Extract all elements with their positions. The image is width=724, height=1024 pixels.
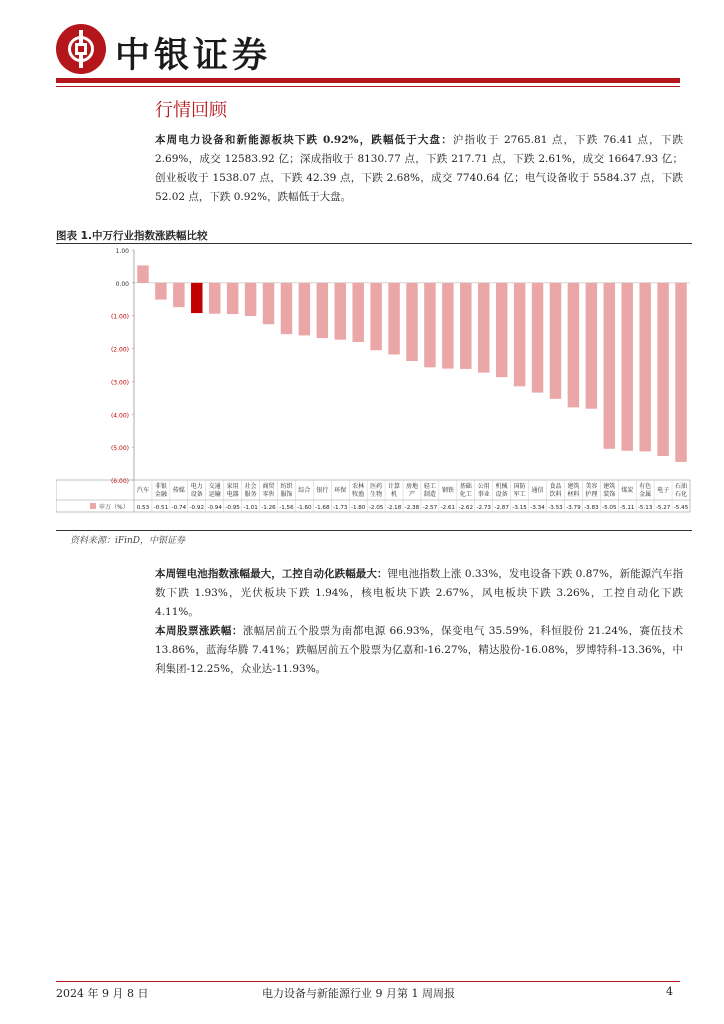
bar-电力设备 [191, 283, 202, 313]
paragraph-market-body: 沪指收于 2765.81 点，下跌 76.41 点，下跌 2.69%，成交 12583.92 亿；深成指收于 8130.77 点，下跌 217.71 点，下跌 2.61%，成交 16647.93 亿；创业板收于 1538.07 点，下跌 42.39 点，下跌 2.68%，成交 7740.64 亿；电气设备收于 5584.37 点，下跌 52.02 点，下跌 0.92%，跌幅低于大盘。 [155, 134, 683, 203]
section-title: 行情回顾 [155, 100, 227, 121]
bar-医药生物 [370, 283, 381, 350]
bar-计算机 [388, 283, 399, 355]
x-category-label: 生物 [370, 491, 383, 498]
bar-建筑装饰 [604, 283, 615, 449]
data-value-label: -0.95 [225, 505, 240, 511]
figure-rule-top [56, 243, 692, 244]
bank-logo-icon [56, 24, 106, 74]
bar-纺织服饰 [281, 283, 292, 334]
x-category-label: 设备 [190, 491, 203, 498]
brand-name: 中银证券 [115, 36, 272, 76]
x-category-label: 建筑 [567, 483, 580, 490]
x-category-label: 石化 [675, 491, 688, 498]
paragraph-indices [155, 565, 683, 622]
y-tick-label: 0.00 [115, 280, 129, 288]
bar-煤炭 [621, 283, 632, 451]
data-value-label: -2.38 [404, 505, 420, 511]
footer-date: 2024 年 9 月 8 日 [56, 987, 149, 1000]
y-tick-label: (4.00) [110, 412, 129, 420]
figure-title: 图表 1.中万行业指数涨跌幅比较 [56, 230, 208, 242]
bar-电子 [657, 283, 668, 456]
y-tick-label: 1.00 [115, 248, 129, 255]
bar-传媒 [173, 283, 184, 307]
data-value-label: -1.73 [333, 505, 348, 511]
data-value-label: -3.83 [584, 505, 599, 511]
data-value-label: 0.53 [136, 505, 150, 511]
x-category-label: 军工 [513, 491, 526, 498]
x-category-label: 家用 [226, 483, 239, 490]
bar-公用事业 [478, 283, 489, 373]
bar-有色金属 [639, 283, 650, 452]
x-category-label: 煤炭 [621, 487, 634, 494]
x-category-label: 金属 [639, 491, 652, 498]
y-tick-label: (6.00) [110, 478, 129, 485]
data-value-label: -3.53 [548, 505, 563, 511]
x-category-label: 事业 [477, 491, 490, 498]
x-category-label: 汽车 [136, 487, 149, 494]
paragraph-indices-body: 锂电池指数上涨 0.33%，发电设备下跌 0.87%，新能源汽车指数下跌 1.93%，光伏板块下跌 1.94%，核电板块下跌 2.67%，风电板块下跌 3.26%，工控自动化下跌 4.11%。 [155, 568, 684, 618]
data-value-label: -1.26 [261, 505, 276, 511]
bar-基础化工 [460, 283, 471, 369]
figure-rule-bottom [56, 530, 692, 531]
x-category-label: 传媒 [172, 487, 185, 494]
data-value-label: -1.80 [350, 505, 366, 511]
data-value-label: -0.51 [153, 505, 169, 511]
x-category-label: 非银 [154, 483, 167, 490]
bar-汽车 [137, 265, 148, 282]
data-value-label: -3.15 [512, 505, 527, 511]
data-value-label: -5.45 [673, 505, 689, 511]
bar-美容护理 [586, 283, 597, 409]
bar-非银金融 [155, 283, 166, 300]
y-tick-label: (5.00) [110, 445, 129, 453]
data-value-label: -0.74 [171, 505, 187, 511]
data-value-label: -2.18 [386, 505, 402, 511]
bar-建筑材料 [568, 283, 579, 408]
x-category-label: 有色 [639, 483, 652, 490]
x-category-label: 零售 [262, 491, 275, 498]
x-category-label: 商贸 [262, 483, 275, 490]
bar-商贸零售 [263, 283, 274, 324]
figure-source: 资料来源：iFinD，中银证券 [70, 536, 186, 546]
x-category-label: 纺织 [280, 483, 293, 490]
x-category-label: 电器 [226, 491, 239, 498]
bar-食品饮料 [550, 283, 561, 399]
x-category-label: 服饰 [280, 491, 293, 498]
y-tick-label: (3.00) [110, 379, 129, 387]
x-category-label: 基础 [459, 483, 472, 490]
bar-石油石化 [675, 283, 686, 462]
data-value-label: -0.94 [207, 505, 222, 511]
x-category-label: 产 [408, 491, 416, 498]
footer-page-number: 4 [666, 985, 673, 998]
industry-change-chart [56, 245, 692, 529]
x-category-label: 化工 [459, 491, 472, 498]
data-value-label: -1.01 [243, 505, 258, 511]
x-category-label: 农林 [352, 483, 365, 490]
bar-国防军工 [514, 283, 525, 387]
x-category-label: 社会 [244, 483, 257, 490]
footer-title: 电力设备与新能源行业 9 月第 1 周周报 [262, 987, 455, 1000]
bar-社会服务 [245, 283, 256, 316]
paragraph-indices-lead: 本周锂电池指数涨幅最大，工控自动化跌幅最大： [155, 568, 388, 580]
x-category-label: 食品 [549, 483, 562, 490]
bar-轻工制造 [424, 283, 435, 367]
bar-交通运输 [209, 283, 220, 314]
x-category-label: 环保 [334, 487, 347, 494]
paragraph-stocks-lead: 本周股票涨跌幅： [155, 625, 243, 637]
x-category-label: 综合 [298, 487, 311, 494]
x-category-label: 医药 [370, 483, 383, 490]
x-category-label: 金融 [154, 491, 167, 498]
paragraph-stocks-body: 涨幅居前五个股票为南都电源 66.93%，保变电气 35.59%，科恒股份 21.24%，赛伍技术 13.86%，蓝海华腾 7.41%；跌幅居前五个股票为亿嘉和-16.27%，精达股份-16.08%，罗博特科-13.36%，中利集团-12.25%，众业达-11.93%。 [155, 625, 684, 675]
paragraph-market [155, 131, 683, 207]
data-value-label: -2.57 [422, 505, 438, 511]
x-category-label: 饮料 [549, 491, 562, 498]
paragraph-stocks [155, 622, 683, 679]
data-value-label: -3.34 [530, 505, 545, 511]
bar-家用电器 [227, 283, 238, 314]
x-category-label: 钢铁 [441, 487, 454, 494]
header-rule-thin [56, 86, 680, 87]
x-category-label: 机 [391, 491, 398, 498]
legend-swatch [90, 503, 96, 509]
data-value-label: -2.87 [494, 505, 509, 511]
x-category-label: 国防 [513, 483, 526, 490]
y-tick-label: (1.00) [110, 313, 129, 321]
data-value-label: -1.68 [315, 505, 330, 511]
bar-环保 [335, 283, 346, 340]
bar-综合 [299, 283, 310, 336]
data-value-label: -2.62 [458, 505, 474, 511]
x-category-label: 美容 [585, 483, 598, 490]
x-category-label: 银行 [316, 487, 329, 494]
x-category-label: 设备 [495, 491, 508, 498]
x-category-label: 计算 [388, 483, 401, 490]
bar-钢铁 [442, 283, 453, 369]
data-value-label: -5.27 [655, 505, 671, 511]
x-category-label: 护理 [585, 491, 598, 498]
x-category-label: 电力 [190, 483, 203, 490]
data-value-label: -1.56 [279, 505, 294, 511]
x-category-label: 服务 [244, 491, 257, 498]
data-value-label: -5.11 [619, 505, 635, 511]
x-category-label: 材料 [567, 491, 580, 498]
data-value-label: -5.05 [602, 505, 617, 511]
x-category-label: 装饰 [603, 491, 616, 498]
data-value-label: -2.61 [440, 505, 456, 511]
x-category-label: 交通 [208, 483, 221, 490]
data-value-label: -3.79 [566, 505, 581, 511]
x-category-label: 牧渔 [352, 491, 365, 498]
bar-房地产 [406, 283, 417, 361]
header-rule [56, 78, 680, 83]
bar-农林牧渔 [352, 283, 363, 342]
bar-银行 [317, 283, 328, 338]
data-value-label: -2.05 [368, 505, 384, 511]
y-tick-label: (2.00) [110, 346, 129, 354]
data-value-label: -2.73 [476, 505, 491, 511]
x-category-label: 公用 [477, 483, 490, 490]
legend-series-name: 申万（%） [99, 504, 129, 511]
bar-机械设备 [496, 283, 507, 377]
x-category-label: 制造 [423, 491, 436, 498]
x-category-label: 轻工 [423, 483, 436, 490]
data-value-label: -1.60 [297, 505, 312, 511]
paragraph-market-lead: 本周电力设备和新能源板块下跌 0.92%，跌幅低于大盘： [155, 134, 453, 146]
x-category-label: 房地 [405, 483, 419, 490]
x-category-label: 建筑 [603, 483, 616, 490]
data-value-label: -5.13 [637, 505, 653, 511]
data-value-label: -0.92 [189, 505, 205, 511]
footer-rule [56, 981, 680, 982]
x-category-label: 通信 [531, 487, 544, 494]
page-header [0, 0, 724, 90]
bar-通信 [532, 283, 543, 393]
x-category-label: 电子 [657, 487, 670, 494]
x-category-label: 运输 [208, 491, 221, 498]
x-category-label: 石油 [675, 483, 688, 490]
x-category-label: 机械 [495, 483, 508, 490]
